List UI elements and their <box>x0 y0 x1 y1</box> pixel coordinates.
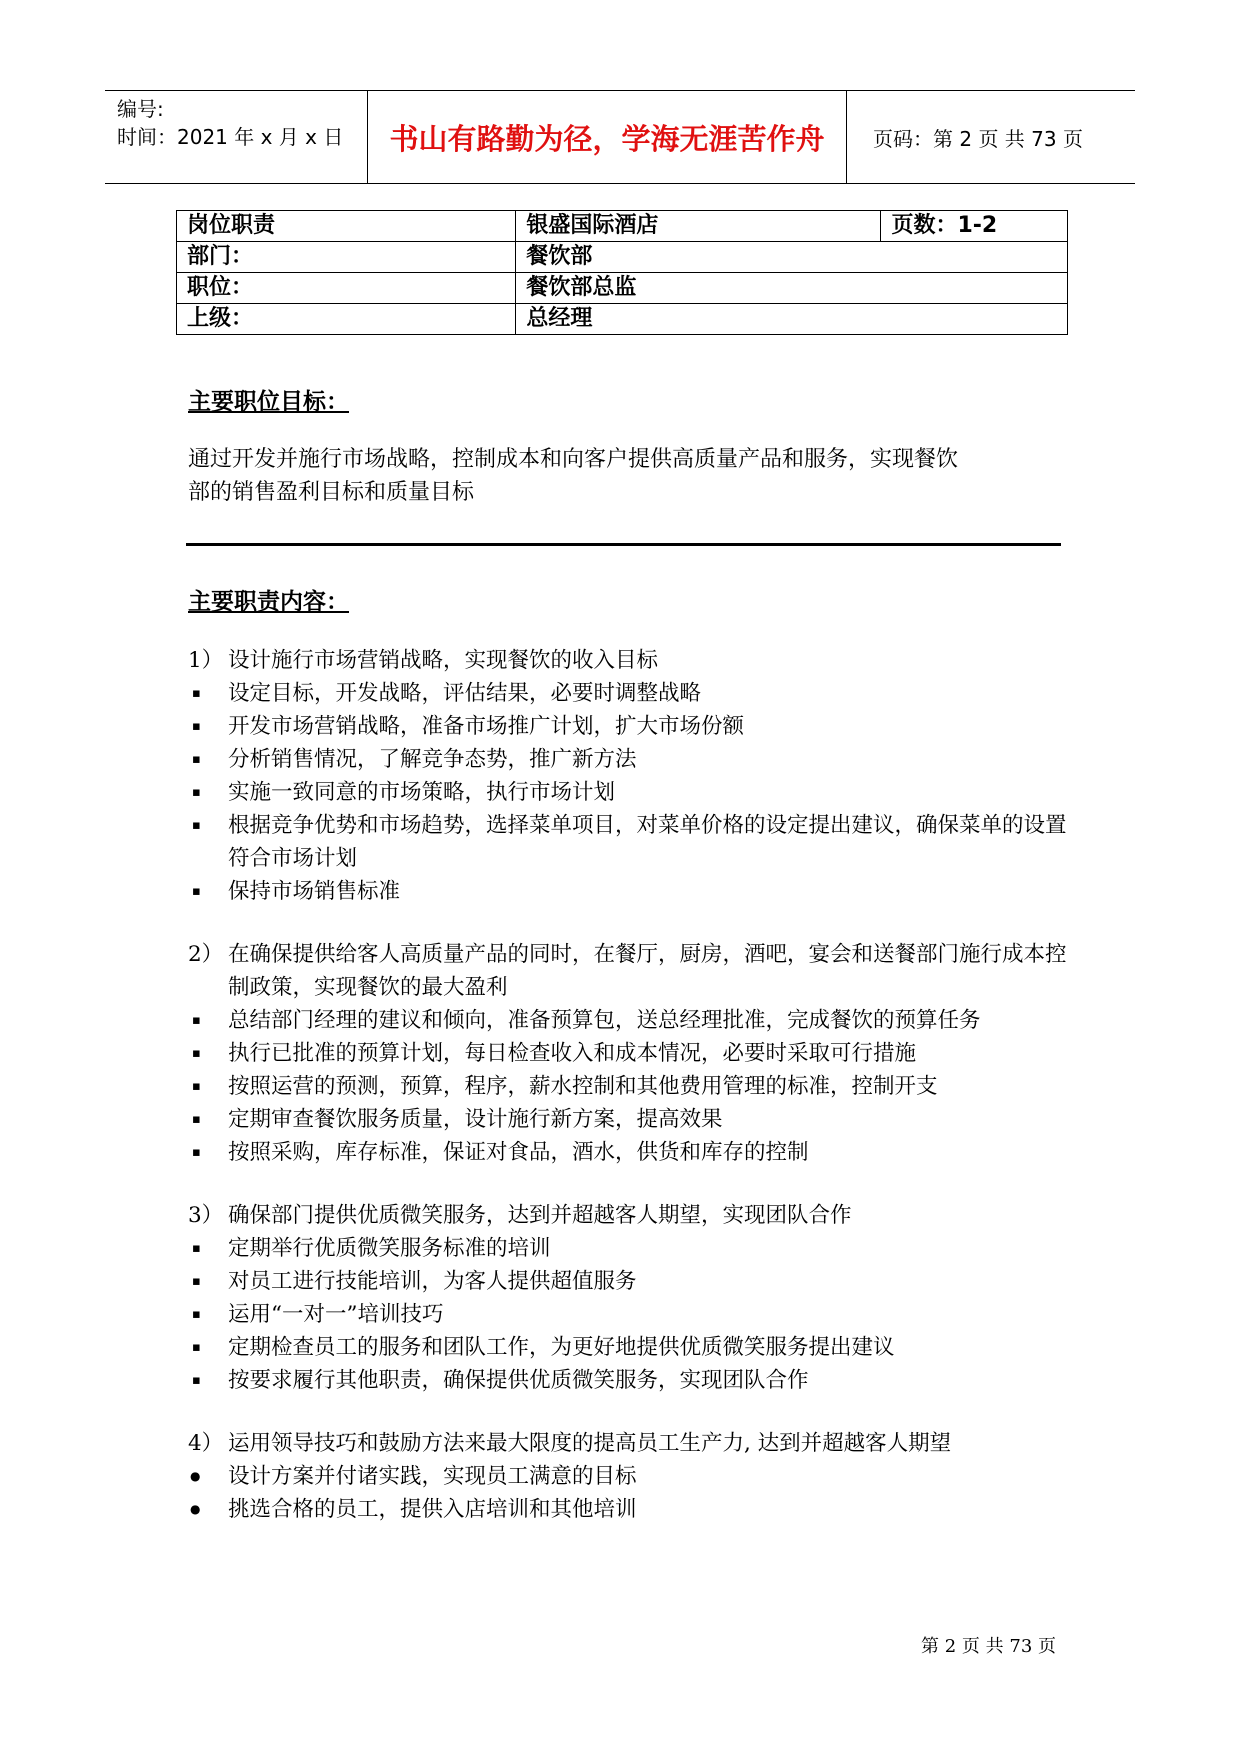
bullet-square-icon: ▪ <box>192 1046 201 1061</box>
list-item: ▪ 开发市场营销战略，准备市场推广计划，扩大市场份额 <box>188 710 1068 743</box>
table-cell: 餐饮部 <box>516 242 1068 273</box>
objective-line: 通过开发并施行市场战略，控制成本和向客户提供高质量产品和服务，实现餐饮 <box>188 447 959 472</box>
page-footer: 第 2 页 共 73 页 <box>921 1636 1056 1657</box>
list-item: ▪ 按照采购，库存标准，保证对食品，酒水，供货和库存的控制 <box>188 1136 1068 1169</box>
section-divider <box>186 543 1061 546</box>
list-item: ▪ 定期举行优质微笑服务标准的培训 <box>188 1232 1068 1265</box>
table-cell: 银盛国际酒店 <box>516 211 881 242</box>
list-item: ▪ 执行已批准的预算计划，每日检查收入和成本情况，必要时采取可行措施 <box>188 1037 1068 1070</box>
bullet-square-icon: ▪ <box>192 818 201 833</box>
section-number: 3） <box>188 1203 224 1228</box>
table-cell: 餐饮部总监 <box>516 273 1068 304</box>
list-item: ▪ 总结部门经理的建议和倾向，准备预算包，送总经理批准，完成餐饮的预算任务 <box>188 1004 1068 1037</box>
list-item: ▪ 设定目标，开发战略，评估结果，必要时调整战略 <box>188 677 1068 710</box>
section-number: 4） <box>188 1431 224 1456</box>
header-motto: 书山有路勤为径，学海无涯苦作舟 <box>389 121 825 156</box>
section-title: 1） 设计施行市场营销战略，实现餐饮的收入目标 <box>188 644 1068 677</box>
page-header <box>105 90 1135 184</box>
list-item: ▪ 按照运营的预测，预算，程序，薪水控制和其他费用管理的标准，控制开支 <box>188 1070 1068 1103</box>
table-cell: 岗位职责 <box>177 211 516 242</box>
list-item: ▪ 定期检查员工的服务和团队工作，为更好地提供优质微笑服务提出建议 <box>188 1331 1068 1364</box>
job-info-table <box>176 210 1068 335</box>
table-cell: 页数：1-2 <box>881 211 1068 242</box>
bullet-square-icon: ▪ <box>192 752 201 767</box>
list-item: ▪ 分析销售情况，了解竞争态势，推广新方法 <box>188 743 1068 776</box>
bullet-square-icon: ▪ <box>192 1145 201 1160</box>
list-item: ▪ 运用“一对一”培训技巧 <box>188 1298 1068 1331</box>
section-number: 1） <box>188 648 224 673</box>
list-item: ● 设计方案并付诸实践，实现员工满意的目标 <box>188 1460 1068 1493</box>
time-label: 时间：2021 年 x 月 x 日 <box>117 125 344 149</box>
table-cell: 总经理 <box>516 304 1068 335</box>
bullet-square-icon: ▪ <box>192 1241 201 1256</box>
code-label: 编号: <box>117 97 164 121</box>
section-title: 4） 运用领导技巧和鼓励方法来最大限度的提高员工生产力, 达到并超越客人期望 <box>188 1427 1068 1460</box>
duties-heading: 主要职责内容： <box>188 589 349 615</box>
list-item: ▪ 保持市场销售标准 <box>188 875 1068 908</box>
objective-line: 部的销售盈利目标和质量目标 <box>188 480 475 505</box>
bullet-square-icon: ▪ <box>192 884 201 899</box>
bullet-square-icon: ▪ <box>192 1340 201 1355</box>
header-meta <box>117 95 367 151</box>
bullet-square-icon: ▪ <box>192 1079 201 1094</box>
table-row <box>177 211 1068 242</box>
table-row <box>177 273 1068 304</box>
table-cell: 上级： <box>177 304 516 335</box>
objective-heading: 主要职位目标： <box>188 389 349 415</box>
bullet-square-icon: ▪ <box>192 1112 201 1127</box>
bullet-square-icon: ▪ <box>192 1373 201 1388</box>
list-item: ▪ 按要求履行其他职责，确保提供优质微笑服务，实现团队合作 <box>188 1364 1068 1397</box>
list-item: ▪ 根据竞争优势和市场趋势，选择菜单项目，对菜单价格的设定提出建议，确保菜单的设置符合市场计划 <box>188 809 1068 875</box>
header-divider <box>846 91 847 183</box>
bullet-dot-icon: ● <box>190 1502 201 1516</box>
list-item: ▪ 实施一致同意的市场策略，执行市场计划 <box>188 776 1068 809</box>
bullet-square-icon: ▪ <box>192 686 201 701</box>
section-title: 3） 确保部门提供优质微笑服务，达到并超越客人期望，实现团队合作 <box>188 1199 1068 1232</box>
table-cell: 职位： <box>177 273 516 304</box>
list-item: ● 挑选合格的员工，提供入店培训和其他培训 <box>188 1493 1068 1526</box>
table-row <box>177 242 1068 273</box>
section-number: 2） <box>188 942 224 967</box>
objective-text <box>188 443 1063 509</box>
bullet-square-icon: ▪ <box>192 719 201 734</box>
table-cell: 部门： <box>177 242 516 273</box>
list-item: ▪ 对员工进行技能培训，为客人提供超值服务 <box>188 1265 1068 1298</box>
section-title: 2） 在确保提供给客人高质量产品的同时，在餐厅，厨房，酒吧，宴会和送餐部门施行成本控制政策，实现餐饮的最大盈利 <box>188 938 1068 1004</box>
bullet-square-icon: ▪ <box>192 1307 201 1322</box>
duties-list <box>188 644 1068 1526</box>
bullet-square-icon: ▪ <box>192 785 201 800</box>
bullet-square-icon: ▪ <box>192 1274 201 1289</box>
bullet-square-icon: ▪ <box>192 1013 201 1028</box>
table-row <box>177 304 1068 335</box>
bullet-dot-icon: ● <box>190 1469 201 1483</box>
list-item: ▪ 定期审查餐饮服务质量，设计施行新方案，提高效果 <box>188 1103 1068 1136</box>
header-page-info: 页码：第 2 页 共 73 页 <box>873 126 1083 151</box>
